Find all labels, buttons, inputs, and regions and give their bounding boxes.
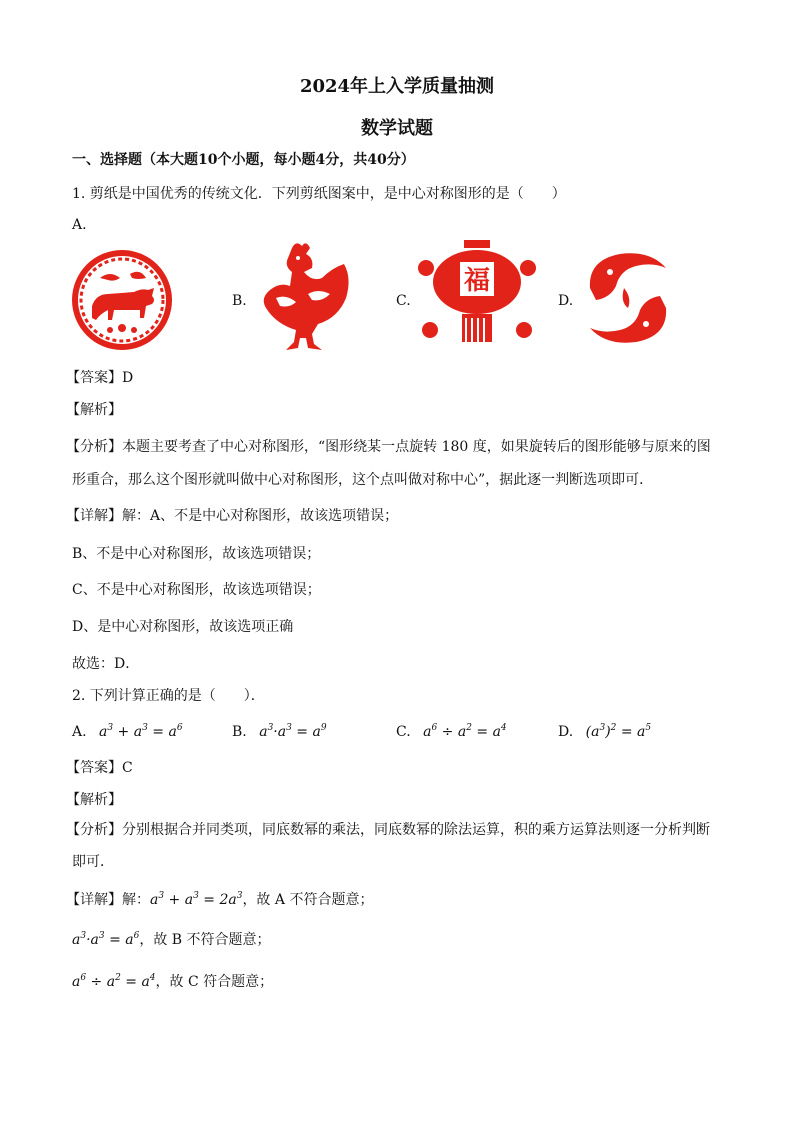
- q2-option-a: A. $a^3 + a^3 = a^6$: [72, 723, 183, 740]
- q1-fenxi-1: 【分析】本题主要考查了中心对称图形，“图形绕某一点旋转 180 度，如果旋转后的图形能够与原来的图: [66, 439, 711, 455]
- q1-label-a: A.: [72, 217, 87, 233]
- q1-jiexi: 【解析】: [66, 402, 122, 418]
- q2-answer: 【答案】C: [66, 760, 133, 776]
- q2-option-c: C. $a^6 \div a^2 = a^4$: [396, 723, 507, 740]
- q1-label-c: C.: [396, 293, 411, 309]
- papercut-ox-image: [70, 248, 174, 352]
- q1-detail-3: C、不是中心对称图形，故该选项错误；: [72, 582, 321, 598]
- q2-label-d: D.: [558, 724, 574, 740]
- q1-detail-1: 【详解】解：A、不是中心对称图形，故该选项错误；: [66, 508, 399, 524]
- q2-detail-a-suffix: ，故 A 不符合题意；: [242, 892, 374, 908]
- q2-label-c: C.: [396, 724, 411, 740]
- q2-option-b: B. $a^3\cdot a^3 = a^9$: [232, 723, 327, 740]
- q1-fenxi-2: 形重合，那么这个图形就叫做中心对称图形，这个点叫做对称中心”，据此逐一判断选项即可．: [72, 472, 654, 488]
- q2-jiexi: 【解析】: [66, 792, 122, 808]
- papercut-rooster-image: [252, 238, 356, 358]
- q1-stem: 1. 剪纸是中国优秀的传统文化．下列剪纸图案中，是中心对称图形的是（ ）: [72, 186, 566, 202]
- q1-choose: 故选：D．: [72, 656, 140, 672]
- q2-detail-c: $a^6 \div a^2 = a^4$，故 C 符合题意；: [72, 973, 274, 990]
- q2-label-b: B.: [232, 724, 247, 740]
- q2-detail-b: $a^3\cdot a^3 = a^6$，故 B 不符合题意；: [72, 931, 271, 948]
- q1-answer: 【答案】D: [66, 370, 134, 386]
- q2-detail-prefix: 【详解】解：: [66, 892, 150, 908]
- lantern-fu-char: 福: [463, 266, 491, 296]
- q2-stem: 2. 下列计算正确的是（ ）．: [72, 688, 265, 704]
- q2-detail-a: 【详解】解：$a^3 + a^3 = 2a^3$，故 A 不符合题意；: [66, 891, 374, 908]
- page-title: 2024年上入学质量抽测: [299, 76, 495, 97]
- q1-detail-4: D、是中心对称图形，故该选项正确: [72, 619, 294, 635]
- section-heading: 一、选择题（本大题10个小题，每小题4分，共40分）: [72, 152, 415, 168]
- q2-detail-b-suffix: ，故 B 不符合题意；: [139, 932, 271, 948]
- papercut-fish-image: [580, 248, 676, 348]
- papercut-lantern-image: [412, 238, 542, 350]
- q2-fenxi-2: 即可．: [72, 854, 114, 870]
- q2-fenxi-1: 【分析】分别根据合并同类项，同底数幂的乘法，同底数幂的除法运算，积的乘方运算法则逐一分析判断: [66, 822, 710, 838]
- page-subtitle: 数学试题: [361, 118, 433, 139]
- q2-label-a: A.: [72, 724, 87, 740]
- q1-label-b: B.: [232, 293, 247, 309]
- q2-detail-c-suffix: ，故 C 符合题意；: [155, 974, 274, 990]
- q2-option-d: D. $(a^3)^2 = a^5$: [558, 723, 652, 740]
- q1-label-d: D.: [558, 293, 574, 309]
- q1-detail-2: B、不是中心对称图形，故该选项错误；: [72, 546, 321, 562]
